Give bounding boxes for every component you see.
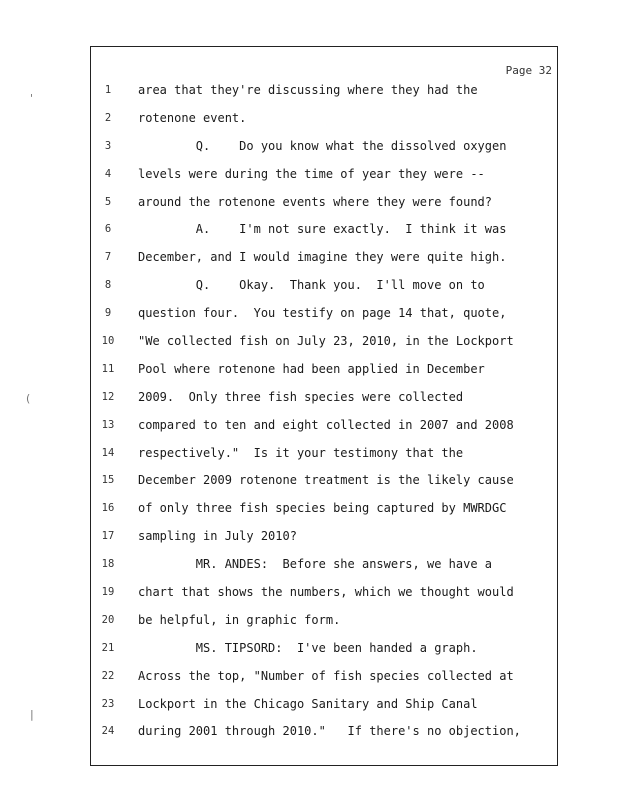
transcript-line (96, 470, 556, 498)
margin-mark: ( (26, 392, 31, 405)
transcript-line (96, 694, 556, 722)
line-text: December, and I would imagine they were quite high. (138, 250, 507, 265)
transcript-line (96, 247, 556, 275)
line-number: 18 (101, 558, 115, 571)
line-number: 14 (101, 446, 115, 459)
transcript-line (96, 582, 556, 610)
line-text: area that they're discussing where they had the (138, 83, 478, 97)
line-number: 6 (104, 223, 112, 236)
line-number: 11 (101, 362, 115, 375)
transcript-line (96, 136, 556, 164)
transcript-line (96, 80, 556, 108)
line-number: 3 (104, 139, 112, 152)
transcript-line (96, 554, 556, 582)
line-text: Across the top, "Number of fish species collected at (138, 668, 514, 683)
transcript-line (96, 108, 556, 136)
transcript-line (96, 387, 556, 415)
line-text: be helpful, in graphic form. (138, 612, 341, 627)
transcript-line (96, 498, 556, 526)
line-number: 20 (101, 613, 115, 626)
line-number: 21 (101, 641, 115, 654)
line-text: levels were during the time of year they were -- (138, 166, 485, 181)
line-number: 23 (101, 697, 115, 710)
transcript-line (96, 638, 556, 666)
line-number: 8 (104, 279, 112, 292)
line-text: compared to ten and eight collected in 2007 and 2008 (138, 417, 514, 432)
line-text: chart that shows the numbers, which we thought would (138, 585, 514, 600)
line-text: MR. ANDES: Before she answers, we have a (138, 557, 493, 572)
line-number: 22 (101, 669, 115, 682)
line-number: 2 (104, 111, 112, 124)
line-text: 2009. Only three fish species were collected (138, 389, 464, 404)
line-number: 5 (104, 195, 112, 208)
margin-mark: | (30, 708, 34, 721)
line-number: 10 (101, 335, 115, 348)
transcript-line (96, 303, 556, 331)
line-text: MS. TIPSORD: I've been handed a graph. (138, 640, 478, 655)
line-text: sampling in July 2010? (138, 529, 297, 544)
transcript-line (96, 610, 556, 638)
transcript-line (96, 275, 556, 303)
transcript-lines (96, 80, 556, 749)
transcript-line (96, 666, 556, 694)
transcript-line (96, 359, 556, 387)
transcript-line (96, 164, 556, 192)
line-number: 24 (101, 725, 115, 738)
line-text: rotenone event. (138, 110, 247, 125)
margin-mark: ' (30, 92, 34, 105)
line-text: Q. Do you know what the dissolved oxygen (138, 138, 507, 153)
transcript-line (96, 219, 556, 247)
line-number: 17 (101, 530, 115, 543)
transcript-line (96, 331, 556, 359)
line-number: 15 (101, 474, 115, 487)
page-number: Page 32 (505, 64, 552, 77)
line-text: Pool where rotenone had been applied in December (138, 361, 485, 376)
line-number: 9 (104, 307, 112, 320)
line-number: 19 (101, 586, 115, 599)
line-text: Lockport in the Chicago Sanitary and Ship Canal (138, 696, 478, 711)
transcript-line (96, 192, 556, 220)
line-text: of only three fish species being captured by MWRDGC (138, 501, 507, 516)
line-number: 1 (104, 84, 112, 96)
line-text: December 2009 rotenone treatment is the likely cause (138, 473, 514, 488)
line-text: question four. You testify on page 14 that, quote, (138, 306, 507, 321)
line-text: respectively." Is it your testimony that the (138, 445, 464, 460)
line-text: A. I'm not sure exactly. I think it was (138, 222, 507, 237)
line-text: "We collected fish on July 23, 2010, in the Lockport (138, 334, 514, 349)
line-number: 4 (104, 167, 112, 180)
transcript-line (96, 721, 556, 749)
line-text: during 2001 through 2010." If there's no objection, (138, 724, 521, 739)
transcript-line (96, 526, 556, 554)
line-number: 12 (101, 390, 115, 403)
line-number: 13 (101, 418, 115, 431)
line-text: Q. Okay. Thank you. I'll move on to (138, 278, 485, 293)
line-text: around the rotenone events where they were found? (138, 194, 493, 209)
transcript-line (96, 443, 556, 471)
line-number: 7 (104, 251, 112, 264)
transcript-line (96, 415, 556, 443)
line-number: 16 (101, 502, 115, 515)
